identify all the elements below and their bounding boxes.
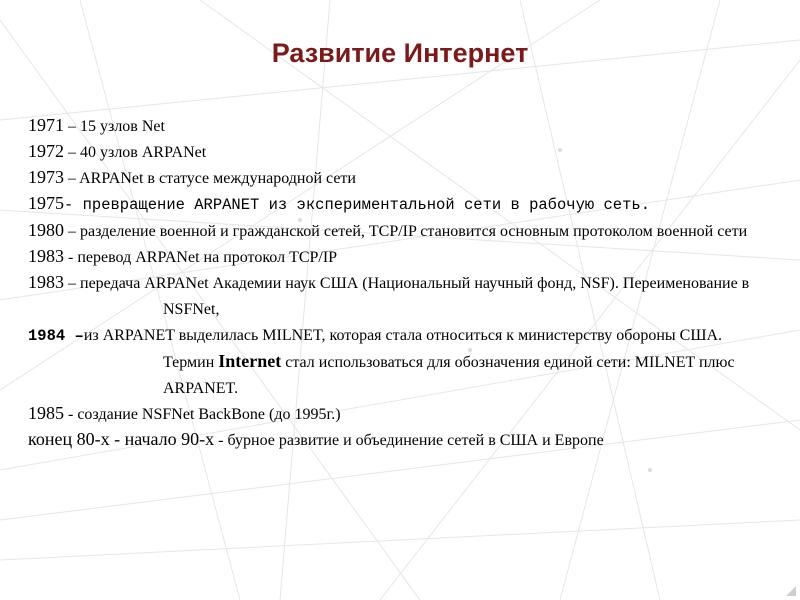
list-item bbox=[28, 244, 763, 270]
year: 1985 bbox=[28, 403, 64, 423]
year: 1984 – bbox=[28, 327, 84, 345]
list-item bbox=[28, 113, 763, 139]
year: 1972 bbox=[28, 141, 64, 161]
entry-text: - превращение ARPANET из экспериментальной сети в рабочую сеть. bbox=[64, 196, 650, 214]
entry-text: – 40 узлов ARPANet bbox=[64, 144, 207, 161]
entry-text: - создание NSFNet BackBone (до 1995г.) bbox=[64, 406, 341, 423]
year: 1983 bbox=[28, 272, 64, 292]
year: 1975 bbox=[28, 193, 64, 213]
period: конец 80-х - начало 90-х bbox=[28, 429, 215, 449]
list-item bbox=[28, 191, 763, 218]
entry-text-end: стал использоваться для обозначения единой сети: MILNET плюс ARPANET. bbox=[163, 354, 735, 397]
list-item bbox=[28, 322, 763, 401]
entry-text: - перевод ARPANet на протокол TCP/IP bbox=[64, 249, 338, 266]
entry-text: – ARPANet в статусе международной сети bbox=[64, 170, 356, 187]
year: 1980 bbox=[28, 220, 64, 240]
entry-text: из ARPANET выделилась MILNET, которая стала относиться к министерству обороны США. Термин bbox=[83, 327, 723, 371]
list-item bbox=[28, 401, 763, 427]
corner-arrow-icon bbox=[786, 586, 796, 596]
entry-text: - бурное развитие и объединение сетей в США и Европе bbox=[214, 432, 604, 449]
year: 1983 bbox=[28, 246, 64, 266]
list-item bbox=[28, 139, 763, 165]
list-item bbox=[28, 270, 763, 322]
entry-text: – разделение военной и гражданской сетей, TCP/IP становится основным протоколом военной сети bbox=[64, 223, 748, 240]
list-item bbox=[28, 218, 763, 244]
timeline-list bbox=[28, 113, 763, 453]
entry-text: – 15 узлов Net bbox=[64, 118, 165, 135]
list-item bbox=[28, 165, 763, 191]
internet-term: Internet bbox=[218, 351, 282, 371]
year: 1971 bbox=[28, 115, 64, 135]
list-item bbox=[28, 427, 763, 453]
entry-text: – передача ARPANet Академии наук США (Национальный научный фонд, NSF). Переименование в NSFNet, bbox=[64, 275, 750, 318]
slide-title: Развитие Интернет bbox=[271, 38, 529, 68]
year: 1973 bbox=[28, 167, 64, 187]
